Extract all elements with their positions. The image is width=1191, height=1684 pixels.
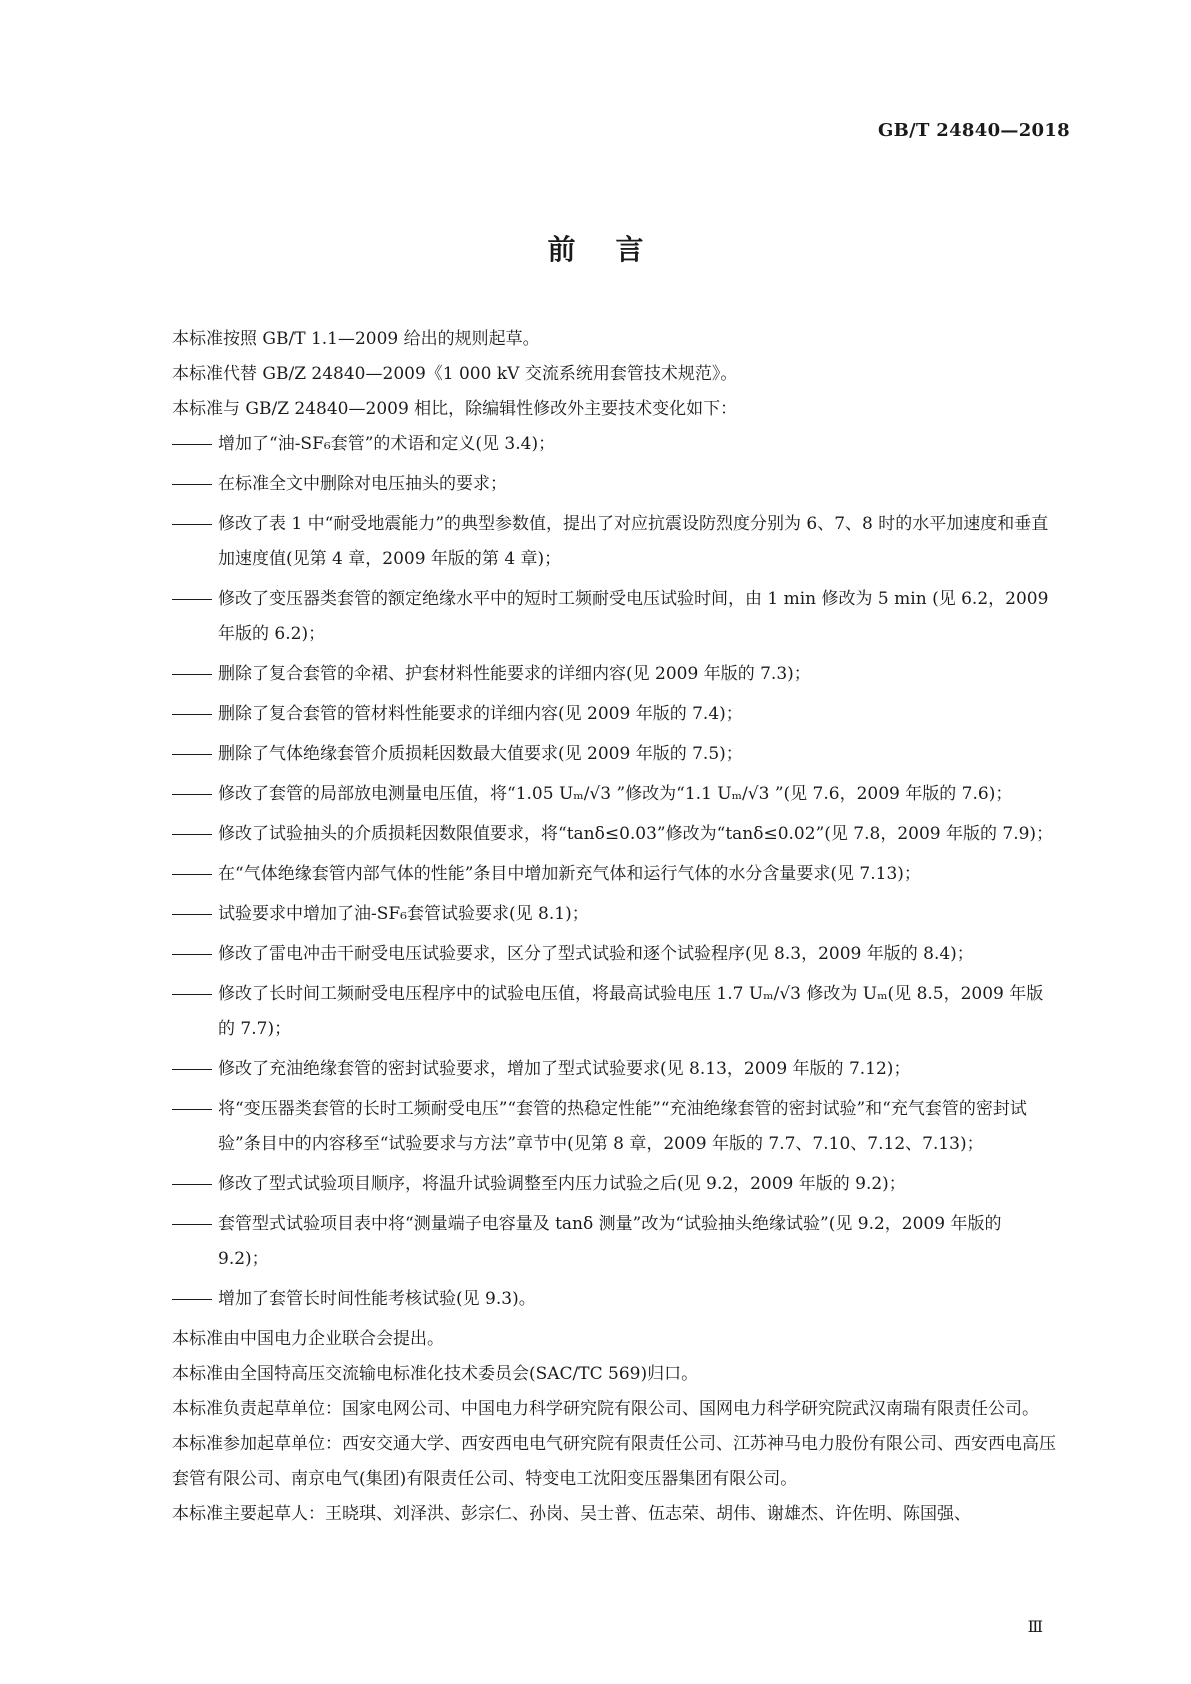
dash-marker [172,857,218,892]
intro-paragraph: 本标准按照 GB/T 1.1—2009 给出的规则起草。 [172,329,540,349]
dash-marker [172,427,218,462]
closing-paragraph: 本标准由全国特高压交流输电标准化技术委员会(SAC/TC 569)归口。 [172,1364,699,1384]
list-item-text: 将“变压器类套管的长时工频耐受电压”“套管的热稳定性能”“充油绝缘套管的密封试验”和“充气套管的密封试验”条目中的内容移至“试验要求与方法”章节中(见第 8 章，2009 年版的 7.7、7.10、7.12、7.13)； [218,1099,1027,1154]
list-item-text: 试验要求中增加了油-SF₆套管试验要求(见 8.1)； [218,904,589,924]
preface-body [172,322,1056,1532]
dash-marker [172,1282,218,1317]
list-item-text: 套管型式试验项目表中将“测量端子电容量及 tanδ 测量”改为“试验抽头绝缘试验”(见 9.2，2009 年版的 9.2)； [218,1214,1002,1269]
dash-marker [172,1207,218,1242]
list-item-text: 增加了套管长时间性能考核试验(见 9.3)。 [218,1289,536,1309]
list-item-text: 删除了复合套管的伞裙、护套材料性能要求的详细内容(见 2009 年版的 7.3)； [218,664,811,684]
dash-marker [172,737,218,772]
list-item-text: 修改了型式试验项目顺序，将温升试验调整至内压力试验之后(见 9.2，2009 年版的 9.2)； [218,1174,906,1194]
list-item-text: 在“气体绝缘套管内部气体的性能”条目中增加新充气体和运行气体的水分含量要求(见 7.13)； [218,864,921,884]
list-item [172,937,1056,972]
closing-paragraph: 本标准负责起草单位：国家电网公司、中国电力科学研究院有限公司、国网电力科学研究院武汉南瑞有限责任公司。 [172,1399,1039,1419]
closing-paragraph: 本标准主要起草人：王晓琪、刘泽洪、彭宗仁、孙岗、吴士普、伍志荣、胡伟、谢雄杰、许佐明、陈国强、 [172,1504,971,1524]
changes-list [172,427,1056,1317]
list-item [172,817,1056,852]
list-item [172,1207,1056,1277]
list-item-text: 删除了气体绝缘套管介质损耗因数最大值要求(见 2009 年版的 7.5)； [218,744,743,764]
dash-marker [172,1092,218,1127]
list-item [172,657,1056,692]
list-item [172,897,1056,932]
page-number: Ⅲ [1027,1617,1043,1636]
dash-marker [172,582,218,617]
list-item [172,1052,1056,1087]
list-item-text: 删除了复合套管的管材料性能要求的详细内容(见 2009 年版的 7.4)； [218,704,743,724]
dash-marker [172,467,218,502]
list-item [172,507,1056,577]
list-item [172,697,1056,732]
list-item [172,427,1056,462]
list-item [172,1282,1056,1317]
list-item-text: 增加了“油-SF₆套管”的术语和定义(见 3.4)； [218,434,556,454]
list-item-text: 修改了变压器类套管的额定绝缘水平中的短时工频耐受电压试验时间，由 1 min 修改为 5 min (见 6.2，2009 年版的 6.2)； [218,589,1049,644]
list-item [172,737,1056,772]
standard-number: GB/T 24840—2018 [877,120,1070,141]
intro-paragraph: 本标准与 GB/Z 24840—2009 相比，除编辑性修改外主要技术变化如下： [172,399,738,419]
dash-marker [172,507,218,542]
list-item-text: 在标准全文中删除对电压抽头的要求； [218,474,507,494]
list-item [172,977,1056,1047]
list-item-text: 修改了充油绝缘套管的密封试验要求，增加了型式试验要求(见 8.13，2009 年版的 7.12)； [218,1059,911,1079]
list-item-text: 修改了试验抽头的介质损耗因数限值要求，将“tanδ≤0.03”修改为“tanδ≤0.02”(见 7.8，2009 年版的 7.9)； [218,824,1054,844]
list-item [172,467,1056,502]
list-item-text: 修改了雷电冲击干耐受电压试验要求，区分了型式试验和逐个试验程序(见 8.3，2009 年版的 8.4)； [218,944,974,964]
list-item [172,857,1056,892]
dash-marker [172,977,218,1012]
dash-marker [172,817,218,852]
list-item [172,582,1056,652]
dash-marker [172,777,218,812]
list-item [172,777,1056,812]
dash-marker [172,1052,218,1087]
list-item-text: 修改了长时间工频耐受电压程序中的试验电压值，将最高试验电压 1.7 Uₘ/√3 修改为 Uₘ(见 8.5，2009 年版的 7.7)； [218,984,1044,1039]
page-title: 前言 [547,233,684,266]
dash-marker [172,937,218,972]
list-item [172,1167,1056,1202]
closing-paragraph: 本标准由中国电力企业联合会提出。 [172,1329,444,1349]
dash-marker [172,897,218,932]
dash-marker [172,697,218,732]
list-item-text: 修改了表 1 中“耐受地震能力”的典型参数值，提出了对应抗震设防烈度分别为 6、7、8 时的水平加速度和垂直加速度值(见第 4 章，2009 年版的第 4 章)； [218,514,1049,569]
dash-marker [172,1167,218,1202]
list-item [172,1092,1056,1162]
list-item-text: 修改了套管的局部放电测量电压值，将“1.05 Uₘ/√3 ”修改为“1.1 Uₘ/√3 ”(见 7.6，2009 年版的 7.6)； [218,784,1013,804]
dash-marker [172,657,218,692]
intro-paragraph: 本标准代替 GB/Z 24840—2009《1 000 kV 交流系统用套管技术规范》。 [172,364,738,384]
closing-paragraph: 本标准参加起草单位：西安交通大学、西安西电电气研究院有限责任公司、江苏神马电力股份有限公司、西安西电高压套管有限公司、南京电气(集团)有限责任公司、特变电工沈阳变压器集团有限公司。 [172,1434,1056,1489]
